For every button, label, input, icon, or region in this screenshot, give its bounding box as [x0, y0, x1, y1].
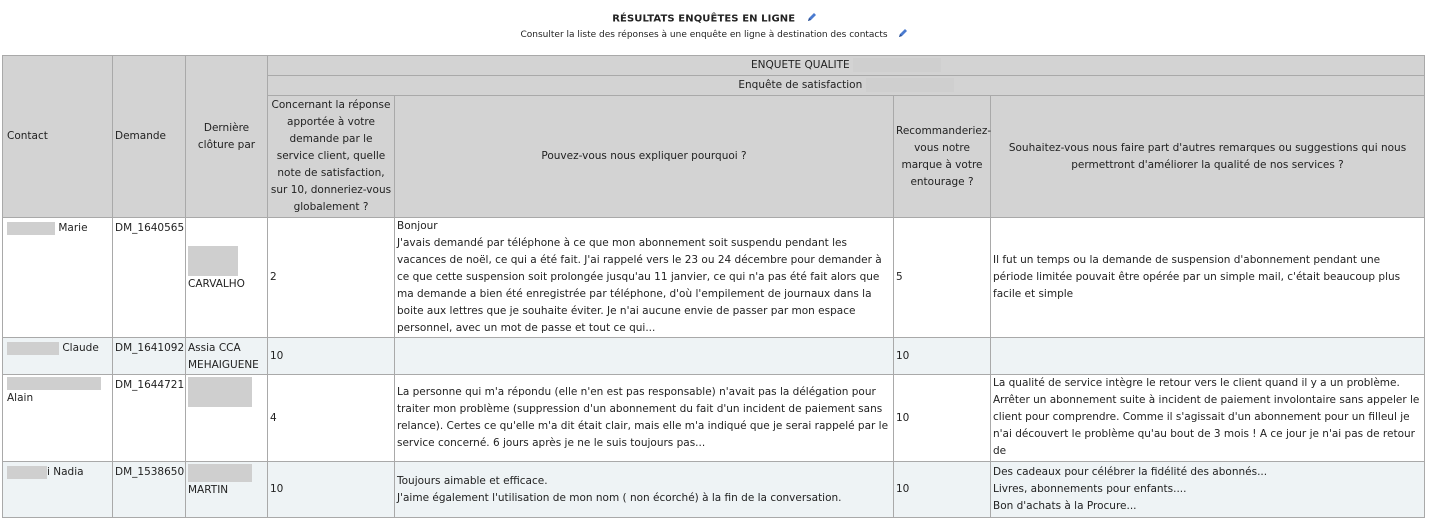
- remarques-cell: [991, 375, 1425, 462]
- redacted-block: [188, 246, 238, 276]
- cloture-cell: [186, 375, 268, 462]
- edit-title-pencil-icon[interactable]: [807, 12, 817, 25]
- cloture-name: Assia CCA MEHAIGUENE: [188, 342, 259, 371]
- cloture-cell: [186, 338, 268, 375]
- page-title: [0, 12, 1429, 25]
- pourquoi-cell: [395, 462, 894, 518]
- table-row[interactable]: [3, 375, 1425, 462]
- survey-name-label: Enquête de satisfaction: [738, 79, 863, 91]
- survey-results-table: [2, 55, 1425, 518]
- contact-cell[interactable]: [3, 462, 113, 518]
- demande-cell[interactable]: [113, 338, 186, 375]
- redacted-block: [7, 466, 47, 479]
- contact-cell[interactable]: [3, 375, 113, 462]
- table-row[interactable]: [3, 462, 1425, 518]
- question-3-header: Recommanderiez-vous notre marque à votre entourage ?: [894, 96, 991, 218]
- demande-cell[interactable]: [113, 218, 186, 338]
- remarques-cell: [991, 218, 1425, 338]
- pourquoi-text: Bonjour J'avais demandé par téléphone à ce que mon abonnement soit suspendu pendant les vacances de noël, ce qui a été fait. J'ai rappelé vers le 23 ou 24 décembre pour demander à ce que cette suspension soit prolongée jusqu'au 11 janvier, ce qui n'a pas été fait alors que ma demande a bien été enregistrée par téléphone, d'où l'empilement de journaux dans la boite aux lettres que je souhaite éviter. Je n'ai aucune envie de passer par mon espace personnel, avec un mot de passe et tout ce qui...: [397, 220, 882, 334]
- col-header-contact[interactable]: Contact: [3, 56, 113, 218]
- pourquoi-text: La personne qui m'a répondu (elle n'en est pas responsable) n'avait pas la délégation pour traiter mon problème (suppression d'un abonnement du fait d'un incident de paiement sans relance). Certes ce qu'elle m'a dit était clair, mais elle m'a indiqué que je serai rappelé par le service concerné. 6 jours après je ne le suis toujours pas...: [397, 386, 889, 449]
- redacted-block: [866, 78, 954, 92]
- demande-cell[interactable]: [113, 375, 186, 462]
- edit-subtitle-pencil-icon[interactable]: [898, 28, 908, 41]
- demande-id: DM_1641092: [115, 342, 185, 354]
- page-subtitle: [0, 28, 1429, 41]
- page-title-text: RÉSULTATS ENQUÊTES EN LIGNE: [612, 13, 796, 25]
- page-subtitle-text: Consulter la liste des réponses à une enquête en ligne à destination des contacts: [520, 30, 888, 40]
- cloture-name: CARVALHO: [188, 278, 245, 290]
- demande-cell[interactable]: [113, 462, 186, 518]
- demande-id: DM_1640565: [115, 222, 185, 234]
- note-cell: 10: [268, 462, 395, 518]
- table-row[interactable]: [3, 338, 1425, 375]
- contact-name: Marie: [58, 222, 88, 234]
- pourquoi-text: Toujours aimable et efficace. J'aime également l'utilisation de mon nom ( non écorché) à la fin de la conversation.: [397, 474, 842, 504]
- redacted-block: [188, 464, 252, 482]
- pourquoi-cell: [395, 338, 894, 375]
- remarques-text: Des cadeaux pour célébrer la fidélité des abonnés... Livres, abonnements pour enfants.... Bon d'achats à la Procure...: [993, 466, 1268, 512]
- cloture-name: MARTIN: [188, 484, 229, 496]
- demande-id: DM_1644721: [115, 379, 185, 391]
- table-row[interactable]: [3, 218, 1425, 338]
- pourquoi-cell: [395, 375, 894, 462]
- cloture-cell: [186, 462, 268, 518]
- recommande-cell: 10: [894, 375, 991, 462]
- remarques-text: Il fut un temps ou la demande de suspension d'abonnement pendant une période limitée pouvait être opérée par un simple mail, c'était beaucoup plus facile et simple: [993, 254, 1401, 300]
- contact-cell[interactable]: [3, 218, 113, 338]
- recommande-cell: 5: [894, 218, 991, 338]
- question-2-header: Pouvez-vous nous expliquer pourquoi ?: [395, 96, 894, 218]
- contact-name: Alain: [7, 392, 34, 404]
- col-header-demande[interactable]: Demande: [113, 56, 186, 218]
- note-cell: 4: [268, 375, 395, 462]
- contact-name: i Nadia: [47, 466, 84, 478]
- remarques-cell: [991, 338, 1425, 375]
- recommande-cell: 10: [894, 338, 991, 375]
- col-header-cloture[interactable]: Dernière clôture par: [186, 56, 268, 218]
- remarques-cell: [991, 462, 1425, 518]
- redacted-block: [853, 58, 941, 72]
- question-4-header: Souhaitez-vous nous faire part d'autres remarques ou suggestions qui nous permettront d'améliorer la qualité de nos services ?: [991, 96, 1425, 218]
- contact-name: Claude: [62, 342, 99, 354]
- redacted-block: [7, 377, 101, 390]
- redacted-block: [188, 377, 252, 407]
- remarques-text: La qualité de service intègre le retour vers le client quand il y a un problème. Arrêter un abonnement suite à incident de paiement involontaire sans appeler le client pour comprendre. Comme il s'agissait d'un abonnement pour un filleul je n'ai découvert le problème qu'au bout de 3 mois ! A ce jour je n'ai pas de retour de: [993, 377, 1420, 457]
- note-cell: 10: [268, 338, 395, 375]
- note-cell: 2: [268, 218, 395, 338]
- contact-cell[interactable]: [3, 338, 113, 375]
- survey-name-header: [268, 76, 1425, 96]
- recommande-cell: 10: [894, 462, 991, 518]
- question-1-header: Concernant la réponse apportée à votre demande par le service client, quelle note de satisfaction, sur 10, donneriez-vous globalement ?: [268, 96, 395, 218]
- survey-group-header: [268, 56, 1425, 76]
- pourquoi-cell: [395, 218, 894, 338]
- redacted-block: [7, 222, 55, 235]
- cloture-cell: [186, 218, 268, 338]
- redacted-block: [7, 342, 59, 355]
- demande-id: DM_1538650: [115, 466, 185, 478]
- survey-group-label: ENQUETE QUALITE: [751, 59, 850, 71]
